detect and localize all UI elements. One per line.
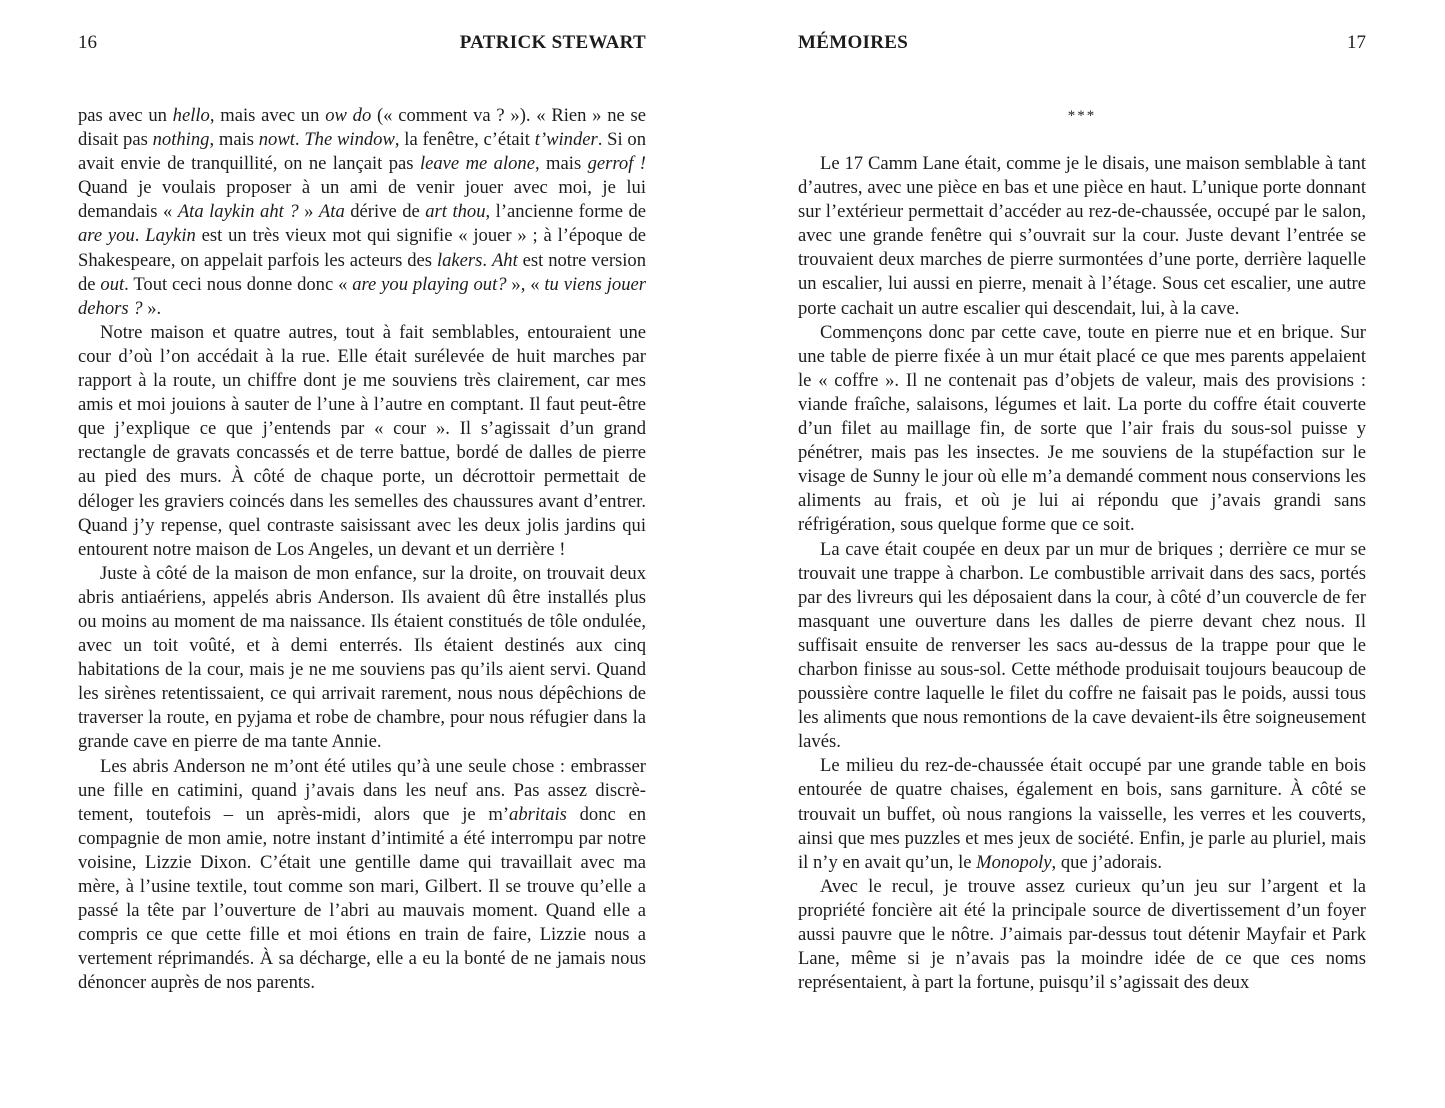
right-page <box>798 0 1366 994</box>
right-page-number: 17 <box>1347 32 1366 53</box>
right-paragraph-2: Commençons donc par cette cave, toute en pierre nue et en brique. Sur une table de pierre fixée à un mur était placé ce que mes parents appelaient le « coffre ». Il ne contenait pas d’objets de valeur, mais des provisions : viande fraîche, salaisons, légumes et lait. La porte du coffre était couverte d’un filet au maillage fin, de sorte que l’air frais du sous-sol puisse y pénétrer, mais pas les insectes. Je me souviens de la stupéfaction sur le visage de Sunny le jour où elle m’a demandé comment nous conservions les aliments au frais, et où je lui ai répondu que j’avais grandi sans réfrigération, sous quelque forme que ce soit. <box>798 321 1366 536</box>
right-page-header <box>798 0 1366 60</box>
left-page-body <box>78 104 646 995</box>
right-page-body <box>798 104 1366 995</box>
left-paragraph-3: Juste à côté de la maison de mon enfance, sur la droite, on trouvait deux abris antiaériens, appelés abris Anderson. Ils avaient dû être installés plus ou moins au moment de ma naissance. Ils étaient constitués de tôle ondulée, avec un toit voûté, et à demi enterrés. Ils étaient destinés aux cinq habitations de la cour, mais je ne me souviens pas qu’ils aient servi. Quand les sirènes retentissaient, ce qui arrivait rarement, nous nous dépêchions de traverser la route, en pyjama et robe de chambre, pour nous réfugier dans la grande cave en pierre de ma tante Annie. <box>78 562 646 753</box>
section-separator: *** <box>1067 108 1097 124</box>
left-paragraph-1: pas avec un hello, mais avec un ow do (« comment va ? »). « Rien » ne se disait pas nothing, mais nowt. The window, la fenêtre, c’était t’winder. Si on avait envie de tranquillité, on ne lançait pas leave me alone, mais gerrof ! Quand je voulais proposer à un ami de venir jouer avec moi, je lui demandais « Ata laykin aht ? » Ata dérive de art thou, l’ancienne forme de are you. Laykin est un très vieux mot qui signifie « jouer » ; à l’époque de Shakespeare, on appelait parfois les acteurs des lakers. Aht est notre version de out. Tout ceci nous donne donc « are you playing out? », « tu viens jouer dehors ? ». <box>78 105 647 319</box>
left-page-header <box>78 0 646 60</box>
right-paragraph-4: Le milieu du rez-de-chaussée était occupé par une grande table en bois entourée de quatre chaises, également en bois, sans garniture. À côté se trouvait un buffet, où nous rangions la vaisselle, les verres et les couverts, ainsi que mes puzzles et mes jeux de société. Enfin, je parle au pluriel, mais il n’y en avait qu’un, le Monopoly, que j’adorais. <box>798 755 1366 873</box>
right-paragraph-5: Avec le recul, je trouve assez curieux qu’un jeu sur l’argent et la propriété foncière ait été la principale source de divertissement d’un foyer aussi pauvre que le nôtre. J’aimais par-dessus tout détenir Mayfair et Park Lane, même si je n’avais pas la moindre idée de ce que ces noms représentaient, à part la fortune, puisqu’il s’agissait des deux <box>798 875 1366 994</box>
left-running-title: PATRICK STEWART <box>459 32 646 53</box>
right-paragraph-3: La cave était coupée en deux par un mur de briques ; derrière ce mur se trouvait une trappe à charbon. Le combustible arrivait dans des sacs, portés par des livreurs qui les déposaient dans la cour, à côté d’un couvercle de fer masquant une ouverture dans les dalles de pierre devant chez nous. Il suffisait ensuite de renverser les sacs au-dessus de la trappe pour que le charbon finisse au sous-sol. Cette méthode produisait toujours beaucoup de poussière contre laquelle le filet du coffre ne faisait pas le poids, aussi tous les aliments que nous remontions de la cave devaient-ils être soigneusement lavés. <box>798 538 1366 753</box>
left-page-number: 16 <box>78 32 97 53</box>
right-paragraph-1: Le 17 Camm Lane était, comme je le disais, une maison semblable à tant d’autres, avec une pièce en bas et une pièce en haut. L’unique porte donnant sur l’extérieur permettait d’accéder au rez-de-chaussée, occupé par le salon, avec une grande fenêtre qui s’ouvrait sur la cour. Juste devant l’entrée se trouvaient deux marches de pierre surmontées d’une porte, derrière laquelle un escalier, lui aussi en pierre, menait à l’étage. Sous cet escalier, une autre porte cachait un autre escalier qui descendait, lui, à la cave. <box>798 153 1366 319</box>
left-page <box>78 0 647 994</box>
right-running-title: MÉMOIRES <box>798 32 909 53</box>
left-paragraph-2: Notre maison et quatre autres, tout à fait semblables, entouraient une cour d’où l’on accédait à la rue. Elle était surélevée de huit marches par rapport à la route, un chiffre dont je me souviens très clairement, car mes amis et moi jouions à sauter de l’une à l’autre en comptant. Il faut peut-être que j’explique ce que j’entends par « cour ». Il s’agissait d’un grand rectangle de gravats concassés et de terre battue, bordé de dalles de pierre au pied des murs. À côté de chaque porte, un décrottoir permettait de déloger les graviers coincés dans les semelles des chaussures avant d’entrer. Quand j’y repense, quel contraste saisissant avec les deux jolis jardins qui entourent notre maison de Los Angeles, un devant et un derrière ! <box>78 321 646 560</box>
left-paragraph-4: Les abris Anderson ne m’ont été utiles qu’à une seule chose : embrasser une fille en catimini, quand j’avais dans les neuf ans. Pas assez discrètement, toutefois – un après-midi, alors que je m’abritais donc en compagnie de mon amie, notre instant d’intimité a été interrompu par notre voisine, Lizzie Dixon. C’était une gentille dame qui travaillait avec ma mère, à l’usine textile, tout comme son mari, Gilbert. Il se trouve qu’elle a passé la tête par l’ouverture de l’abri au mauvais moment. Quand elle a compris ce que cette fille et moi étions en train de faire, Lizzie nous a vertement réprimandés. À sa décharge, elle a eu la bonté de ne jamais nous dénoncer auprès de nos parents. <box>78 755 646 994</box>
